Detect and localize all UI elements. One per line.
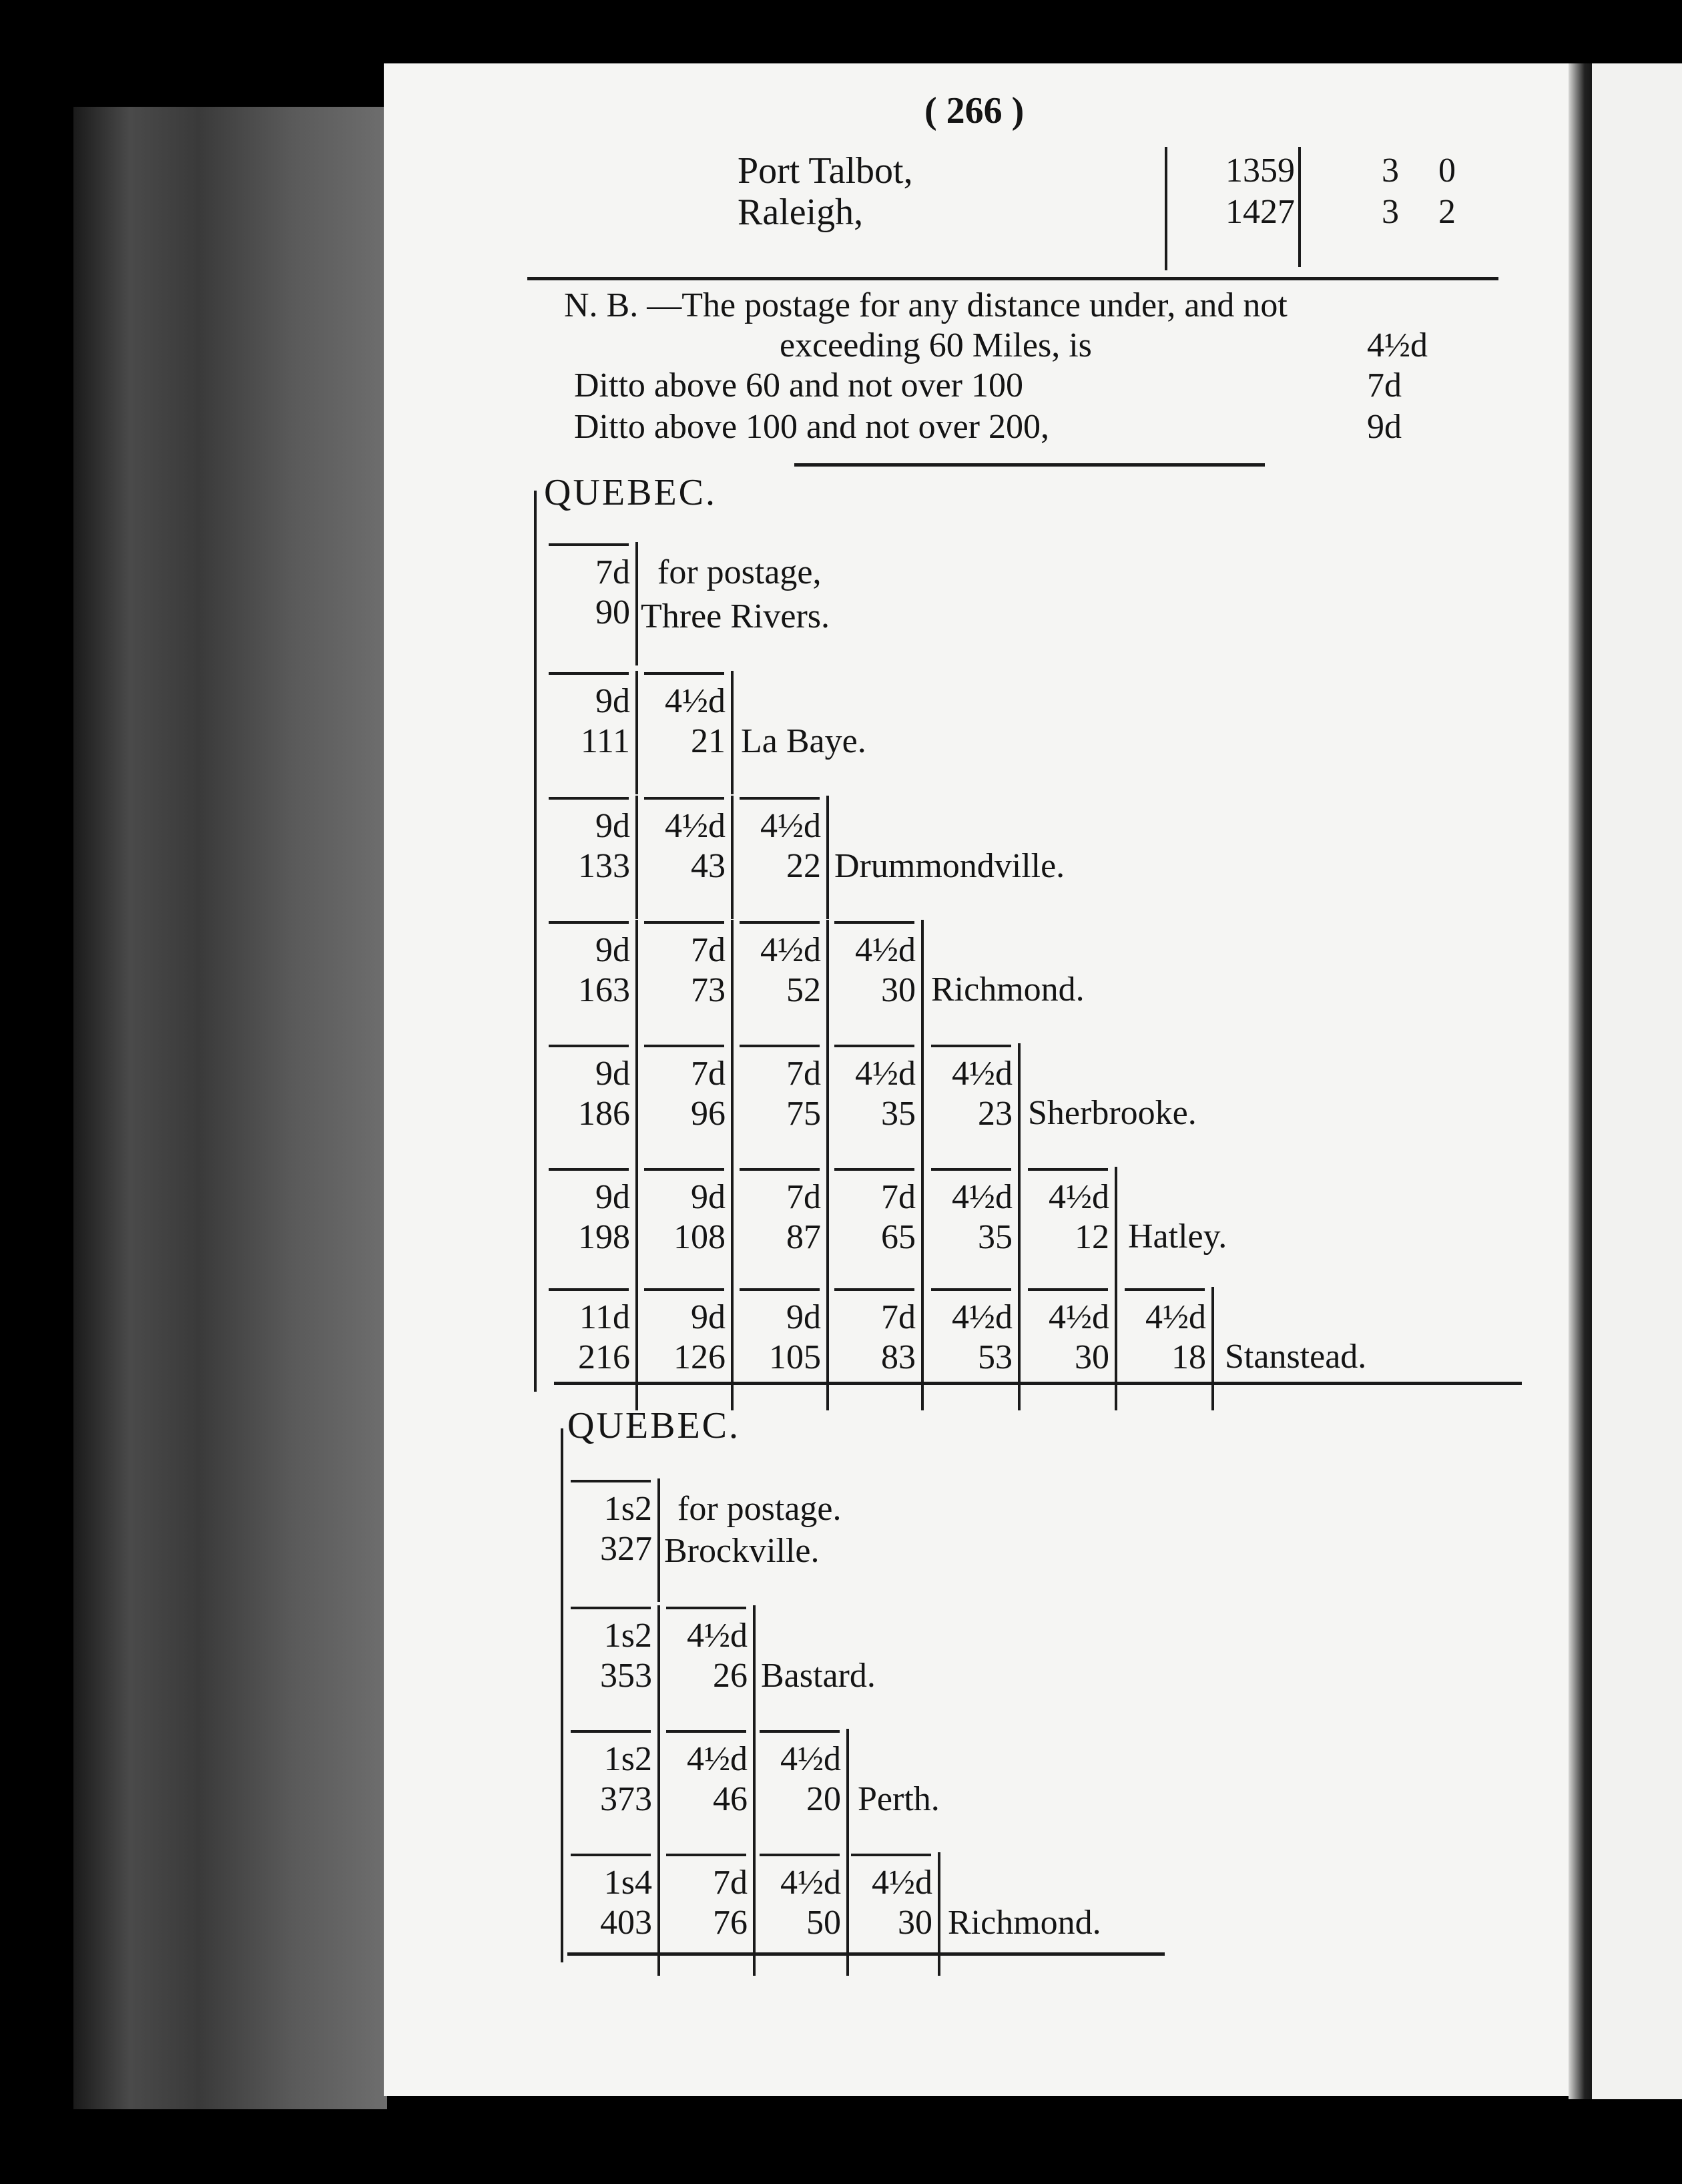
place-name: Sherbrooke. xyxy=(1028,1094,1197,1132)
cell-rule xyxy=(549,1168,629,1171)
column-rule xyxy=(846,1729,849,1852)
distance-miles: 76 xyxy=(713,1904,748,1942)
column-rule xyxy=(635,542,638,665)
postage-rate: 4½d xyxy=(780,1864,841,1902)
postage-rate: 4½d xyxy=(780,1740,841,1778)
distance-miles: 163 xyxy=(578,971,630,1009)
distance-miles: 73 xyxy=(691,971,726,1009)
place-name: Hatley. xyxy=(1128,1217,1227,1256)
column-rule xyxy=(1165,147,1167,270)
cell-rule xyxy=(740,1045,820,1047)
cell-rule xyxy=(666,1730,746,1733)
cell-rule xyxy=(740,1288,820,1291)
shillings-value: 3 xyxy=(1382,152,1399,190)
distance-miles: 30 xyxy=(898,1904,932,1942)
postage-rate: 4½d xyxy=(760,931,821,969)
column-rule xyxy=(1115,1287,1117,1410)
distance-miles: 12 xyxy=(1075,1218,1109,1256)
pence-value: 0 xyxy=(1438,152,1456,190)
cell-rule xyxy=(549,1288,629,1291)
distance-miles: 373 xyxy=(600,1780,652,1818)
table-bottom-rule xyxy=(554,1382,1522,1385)
postage-rate: 4½d xyxy=(952,1055,1013,1093)
note-line: N. B. —The postage for any distance under, and not xyxy=(564,286,1288,324)
place-name: Richmond. xyxy=(948,1904,1101,1942)
miles-value: 1359 xyxy=(1225,152,1295,190)
cell-rule xyxy=(740,1168,820,1171)
distance-miles: 108 xyxy=(673,1218,726,1256)
postage-rate: 4½d xyxy=(855,1055,916,1093)
column-rule xyxy=(921,1167,924,1290)
distance-miles: 23 xyxy=(978,1095,1013,1133)
distance-miles: 96 xyxy=(691,1095,726,1133)
cell-rule xyxy=(740,921,820,924)
first-column-label: for postage, xyxy=(657,553,822,591)
distance-miles: 403 xyxy=(600,1904,652,1942)
column-rule xyxy=(938,1852,940,1976)
distance-miles: 46 xyxy=(713,1780,748,1818)
postage-rate: 4½d xyxy=(952,1178,1013,1216)
cell-rule xyxy=(834,1168,914,1171)
postage-rate: 4½d xyxy=(1049,1298,1109,1336)
postage-rate: 9d xyxy=(595,807,630,845)
cell-rule xyxy=(1125,1288,1205,1291)
place-name: Richmond. xyxy=(931,971,1085,1009)
cell-rule xyxy=(931,1045,1011,1047)
first-column-label: for postage. xyxy=(677,1490,842,1528)
distance-miles: 21 xyxy=(691,722,726,760)
postage-rate: 4½d xyxy=(1145,1298,1206,1336)
cell-rule xyxy=(644,921,724,924)
column-rule xyxy=(921,920,924,1043)
section-rule xyxy=(794,463,1265,467)
miles-value: 1427 xyxy=(1225,193,1295,231)
postage-rate: 1s2 xyxy=(603,1617,652,1655)
place-name: La Baye. xyxy=(741,722,866,760)
cell-rule xyxy=(571,1607,651,1609)
cell-rule xyxy=(549,1045,629,1047)
cell-rule xyxy=(644,1045,724,1047)
note-line: Ditto above 60 and not over 100 xyxy=(574,366,1023,404)
cell-rule xyxy=(834,1045,914,1047)
column-rule xyxy=(753,1605,756,1729)
distance-miles: 105 xyxy=(769,1338,821,1376)
postage-rate: 4½d xyxy=(687,1740,748,1778)
postage-rate: 7d xyxy=(881,1178,916,1216)
postage-rate: 9d xyxy=(595,1055,630,1093)
distance-miles: 65 xyxy=(881,1218,916,1256)
cell-rule xyxy=(644,797,724,800)
postage-rate: 9d xyxy=(595,682,630,720)
postage-rate: 4½d xyxy=(855,931,916,969)
cell-rule xyxy=(571,1854,651,1856)
cell-rule xyxy=(571,1480,651,1482)
postage-rate: 1s4 xyxy=(603,1864,652,1902)
shillings-value: 3 xyxy=(1382,193,1399,231)
cell-rule xyxy=(834,1288,914,1291)
distance-miles: 18 xyxy=(1171,1338,1206,1376)
cell-rule xyxy=(931,1168,1011,1171)
column-rule xyxy=(1211,1287,1214,1410)
column-rule xyxy=(1018,1287,1021,1410)
note-rate: 4½d xyxy=(1367,326,1428,364)
table-left-rule xyxy=(561,1428,563,1962)
distance-miles: 30 xyxy=(881,971,916,1009)
postage-rate: 4½d xyxy=(665,682,726,720)
distance-miles: 83 xyxy=(881,1338,916,1376)
postage-rate: 9d xyxy=(786,1298,821,1336)
distance-miles: 126 xyxy=(673,1338,726,1376)
distance-miles: 216 xyxy=(578,1338,630,1376)
column-rule xyxy=(1018,1043,1021,1167)
postage-rate: 4½d xyxy=(952,1298,1013,1336)
postage-rate: 4½d xyxy=(760,807,821,845)
column-rule xyxy=(826,796,829,919)
distance-miles: 30 xyxy=(1075,1338,1109,1376)
cell-rule xyxy=(549,672,629,675)
cell-rule xyxy=(834,921,914,924)
postage-rate: 1s2 xyxy=(603,1490,652,1528)
distance-miles: 35 xyxy=(978,1218,1013,1256)
column-rule xyxy=(1298,147,1301,267)
distance-miles: 198 xyxy=(578,1218,630,1256)
table-title: QUEBEC. xyxy=(544,472,717,513)
cell-rule xyxy=(760,1730,840,1733)
postage-rate: 4½d xyxy=(665,807,726,845)
postage-rate: 4½d xyxy=(872,1864,932,1902)
cell-rule xyxy=(666,1854,746,1856)
cell-rule xyxy=(760,1854,840,1856)
place-name: Stanstead. xyxy=(1225,1338,1367,1376)
column-rule xyxy=(657,1478,660,1602)
distance-miles: 22 xyxy=(786,847,821,885)
section-rule xyxy=(527,277,1498,280)
book-page-edges xyxy=(73,107,387,2109)
place-name: Drummondville. xyxy=(834,847,1065,885)
cell-rule xyxy=(1028,1288,1108,1291)
postage-rate: 7d xyxy=(691,931,726,969)
place-name: Perth. xyxy=(858,1780,940,1818)
place-name: Three Rivers. xyxy=(641,597,830,635)
postage-rate: 9d xyxy=(595,931,630,969)
cell-rule xyxy=(549,543,629,546)
cell-rule xyxy=(1028,1168,1108,1171)
cell-rule xyxy=(644,1168,724,1171)
column-rule xyxy=(921,1287,924,1410)
cell-rule xyxy=(931,1288,1011,1291)
postage-rate: 9d xyxy=(595,1178,630,1216)
pence-value: 2 xyxy=(1438,193,1456,231)
distance-miles: 50 xyxy=(806,1904,841,1942)
column-rule xyxy=(921,1043,924,1167)
cell-rule xyxy=(851,1854,931,1856)
postage-rate: 9d xyxy=(691,1298,726,1336)
cell-rule xyxy=(644,672,724,675)
facing-page-edge xyxy=(1592,63,1682,2099)
column-rule xyxy=(731,671,734,794)
distance-miles: 43 xyxy=(691,847,726,885)
page-number: ( 266 ) xyxy=(924,90,1025,131)
postage-rate: 7d xyxy=(713,1864,748,1902)
table-title: QUEBEC. xyxy=(567,1405,740,1446)
distance-miles: 90 xyxy=(595,593,630,631)
postage-rate: 7d xyxy=(595,553,630,591)
distance-miles: 75 xyxy=(786,1095,821,1133)
distance-miles: 111 xyxy=(580,722,630,760)
postage-rate: 7d xyxy=(786,1055,821,1093)
column-rule xyxy=(1115,1167,1117,1290)
postage-rate: 4½d xyxy=(687,1617,748,1655)
cell-rule xyxy=(644,1288,724,1291)
distance-miles: 20 xyxy=(806,1780,841,1818)
postage-rate: 11d xyxy=(579,1298,630,1336)
column-rule xyxy=(1018,1167,1021,1290)
cell-rule xyxy=(740,797,820,800)
distance-miles: 87 xyxy=(786,1218,821,1256)
distance-miles: 53 xyxy=(978,1338,1013,1376)
postage-rate: 9d xyxy=(691,1178,726,1216)
distance-miles: 35 xyxy=(881,1095,916,1133)
postage-rate: 4½d xyxy=(1049,1178,1109,1216)
distance-miles: 186 xyxy=(578,1095,630,1133)
distance-miles: 133 xyxy=(578,847,630,885)
cell-rule xyxy=(571,1730,651,1733)
place-name: Port Talbot, xyxy=(738,150,913,192)
cell-rule xyxy=(549,921,629,924)
distance-miles: 26 xyxy=(713,1657,748,1695)
cell-rule xyxy=(549,797,629,800)
note-rate: 9d xyxy=(1367,408,1402,446)
place-name: Brockville. xyxy=(664,1532,820,1570)
distance-miles: 52 xyxy=(786,971,821,1009)
postage-rate: 7d xyxy=(691,1055,726,1093)
book-gutter xyxy=(1569,63,1595,2099)
postage-rate: 1s2 xyxy=(603,1740,652,1778)
note-line: exceeding 60 Miles, is xyxy=(780,326,1092,364)
table-left-rule xyxy=(534,491,537,1392)
note-line: Ditto above 100 and not over 200, xyxy=(574,408,1049,446)
place-name: Bastard. xyxy=(761,1657,876,1695)
distance-miles: 353 xyxy=(600,1657,652,1695)
place-name: Raleigh, xyxy=(738,192,864,233)
distance-miles: 327 xyxy=(600,1530,652,1568)
note-rate: 7d xyxy=(1367,366,1402,404)
postage-rate: 7d xyxy=(786,1178,821,1216)
postage-rate: 7d xyxy=(881,1298,916,1336)
cell-rule xyxy=(666,1607,746,1609)
